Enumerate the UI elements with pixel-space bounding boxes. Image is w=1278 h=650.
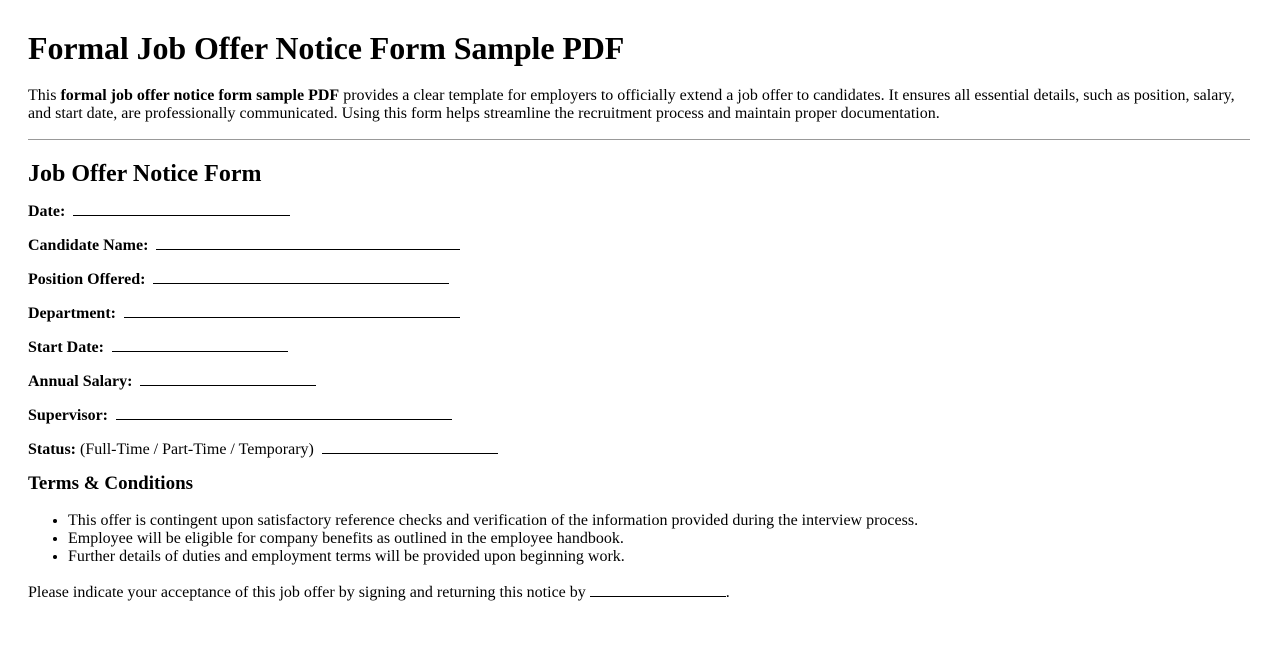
field-status-blank[interactable]	[322, 439, 498, 454]
field-supervisor	[28, 405, 1250, 423]
field-position-offered	[28, 269, 1250, 287]
terms-item: • Further details of duties and employment terms will be provided upon beginning work.	[68, 548, 1250, 566]
form-fields	[28, 201, 1250, 457]
field-supervisor-label: Supervisor:	[28, 407, 108, 424]
divider	[28, 139, 1250, 140]
terms-list	[28, 512, 1250, 566]
field-start-date	[28, 337, 1250, 355]
field-start-date-label: Start Date:	[28, 339, 104, 356]
field-department-label: Department:	[28, 305, 116, 322]
field-annual-salary	[28, 371, 1250, 389]
field-candidate-name	[28, 235, 1250, 253]
closing-text: Please indicate your acceptance of this job offer by signing and returning this notice by	[28, 584, 586, 601]
page-title: Formal Job Offer Notice Form Sample PDF	[28, 30, 625, 66]
terms-item: • This offer is contingent upon satisfactory reference checks and verification of the information provided during the interview process.	[68, 512, 1250, 530]
terms-item: • Employee will be eligible for company benefits as outlined in the employee handbook.	[68, 530, 1250, 548]
closing-deadline-blank[interactable]	[590, 582, 726, 597]
field-position-offered-blank[interactable]	[153, 269, 449, 284]
intro-rest: provides a clear template for employers to officially extend a job offer to candidates. It ensures all essential details, such as position, salary, and start date, are professionally communicated. Using this form helps streamline the recruitment process and maintain proper documentation.	[28, 87, 1235, 122]
field-department	[28, 303, 1250, 321]
field-supervisor-blank[interactable]	[116, 405, 452, 420]
field-candidate-name-label: Candidate Name:	[28, 237, 149, 254]
field-date	[28, 201, 1250, 219]
field-annual-salary-blank[interactable]	[140, 371, 316, 386]
field-status	[28, 439, 1250, 457]
intro-paragraph	[28, 87, 1250, 123]
intro-bold: formal job offer notice form sample PDF	[60, 87, 340, 104]
field-position-offered-label: Position Offered:	[28, 271, 146, 288]
field-status-note: (Full-Time / Part-Time / Temporary)	[80, 441, 314, 458]
terms-heading: Terms & Conditions	[28, 473, 194, 494]
field-department-blank[interactable]	[124, 303, 460, 318]
field-annual-salary-label: Annual Salary:	[28, 373, 133, 390]
field-status-label: Status:	[28, 441, 77, 458]
closing-sentence	[28, 582, 1250, 602]
field-candidate-name-blank[interactable]	[156, 235, 460, 250]
form-heading: Job Offer Notice Form	[28, 161, 262, 187]
field-start-date-blank[interactable]	[112, 337, 288, 352]
field-date-label: Date:	[28, 203, 66, 220]
intro-lead: This	[28, 87, 61, 104]
field-date-blank[interactable]	[73, 201, 290, 216]
closing-period: .	[725, 584, 730, 601]
